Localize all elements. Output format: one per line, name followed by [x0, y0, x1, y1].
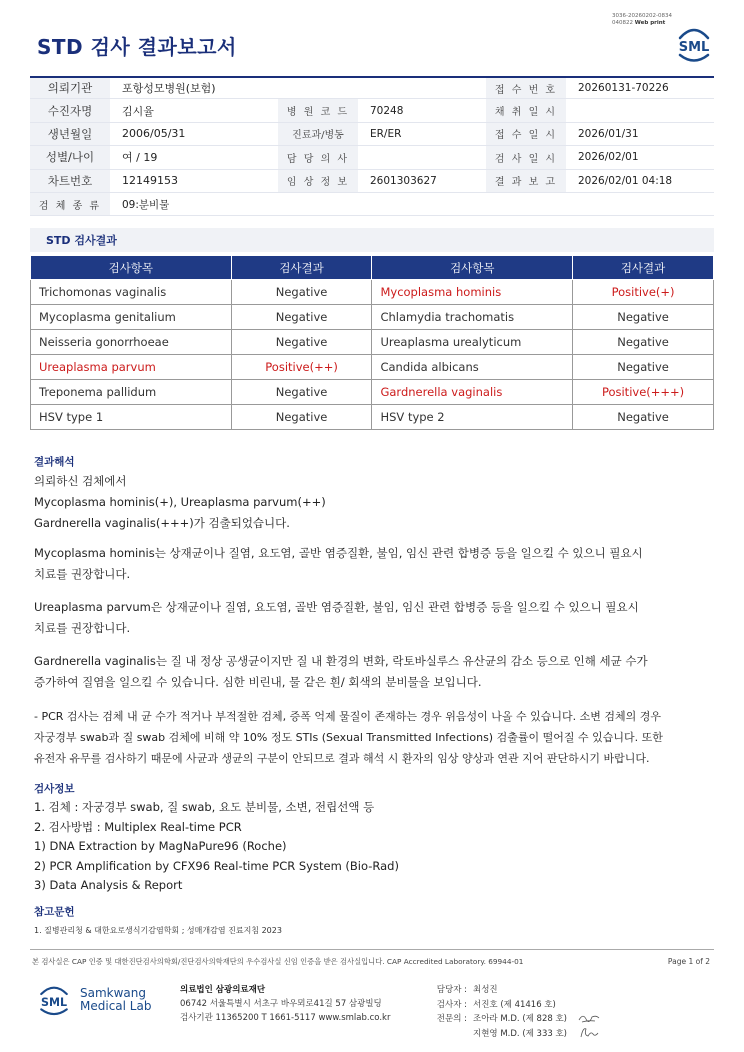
- interpretation-paragraph: [34, 597, 714, 639]
- test-item-name: HSV type 1: [31, 405, 232, 430]
- intro-line: Mycoplasma hominis(+), Ureaplasma parvum(++): [34, 495, 326, 509]
- paragraph-line: 치료를 권장합니다.: [34, 621, 131, 635]
- test-info-title: 검사정보: [34, 783, 75, 795]
- staff-name: 서진호 (제 41416 호): [473, 999, 556, 1010]
- reference-line: 1. 질병관리청 & 대한요로생식기감염학회 ; 성매개감염 진료지침 2023: [34, 926, 282, 935]
- info-label: 생년월일: [30, 123, 110, 145]
- results-section-title: STD 검사결과: [30, 228, 714, 252]
- organization-info: [180, 983, 390, 1025]
- print-code: [612, 13, 672, 27]
- interpretation-paragraph: [34, 651, 714, 693]
- specimen-row: [30, 193, 714, 216]
- info-label: 접 수 번 호: [486, 78, 566, 98]
- paragraph-line: 유전자 유무를 검사하기 때문에 사균과 생균의 구분이 안되므로 결과 해석 시 환자의 임상 양상과 연관 지어 판단하시기 바랍니다.: [34, 752, 650, 765]
- patient-info-table: [30, 76, 714, 216]
- info-value: [358, 78, 486, 98]
- header-test-result: 검사결과: [231, 256, 372, 280]
- paragraph-line: Ureaplasma parvum은 상재균이나 질염, 요도염, 골반 염증질환, 불임, 임신 관련 합병증 등을 일으킬 수 있으니 필요시: [34, 600, 639, 614]
- result-row: [31, 405, 714, 430]
- print-code-mode: Web print: [634, 20, 666, 26]
- test-result: Negative: [231, 405, 372, 430]
- result-row: [31, 355, 714, 380]
- staff-name: 최성진: [473, 985, 498, 995]
- org-address: 06742 서울특별시 서초구 바우뫼로41길 57 삼광빌딩: [180, 999, 382, 1009]
- svg-text:SML: SML: [678, 40, 710, 55]
- test-item-name: Mycoplasma genitalium: [31, 305, 232, 330]
- test-item-name: Candida albicans: [372, 355, 573, 380]
- info-value: 70248: [370, 104, 404, 117]
- info-value: 2006/05/31: [122, 127, 186, 141]
- test-result: Negative: [573, 330, 714, 355]
- signature-image: [578, 1011, 600, 1025]
- info-row: [30, 76, 714, 99]
- info-value: 12149153: [122, 174, 178, 188]
- info-label: 진료과/병동: [278, 123, 358, 145]
- info-label: 수진자명: [30, 99, 110, 121]
- test-result: Positive(+): [573, 280, 714, 305]
- interpretation-paragraph: [34, 543, 714, 585]
- specimen-label: 검 체 종 류: [30, 193, 110, 215]
- header-test-item: 검사항목: [31, 256, 232, 280]
- test-result: Negative: [231, 305, 372, 330]
- test-info-line: 2. 검사방법 : Multiplex Real-time PCR: [34, 819, 242, 834]
- accreditation-note: 본 검사실은 CAP 인증 및 대한진단검사의학회/진단검사의학재단의 우수검사실 신임 인증을 받은 검사실입니다. CAP Accredited Laboratory. 69944-01: [32, 957, 524, 966]
- info-value: 2026/01/31: [578, 127, 639, 140]
- test-result: Negative: [231, 280, 372, 305]
- info-value: 여 / 19: [122, 151, 158, 165]
- page-number: Page 1 of 2: [667, 957, 710, 966]
- brand-line: Samkwang: [80, 986, 146, 1000]
- test-result: Positive(+++): [573, 380, 714, 405]
- result-row: [31, 305, 714, 330]
- staff-info: [427, 983, 567, 1041]
- test-result: Negative: [573, 305, 714, 330]
- info-row: [30, 123, 714, 146]
- header-test-result: 검사결과: [573, 256, 714, 280]
- staff-role: 담당자 :: [436, 985, 467, 995]
- test-info-list: [34, 798, 714, 896]
- test-item-name: Trichomonas vaginalis: [31, 280, 232, 305]
- paragraph-line: - PCR 검사는 검체 내 균 수가 적거나 부적절한 검체, 증폭 억제 물질이 존재하는 경우 위음성이 나올 수 있습니다. 소변 검체의 경우: [34, 710, 662, 723]
- test-result: Positive(++): [231, 355, 372, 380]
- test-info-line: 1) DNA Extraction by MagNaPure96 (Roche): [34, 839, 287, 854]
- test-item-name: Treponema pallidum: [31, 380, 232, 405]
- info-label: 결 과 보 고: [486, 170, 566, 192]
- references-title: 참고문헌: [34, 906, 75, 918]
- staff-role: [427, 1027, 467, 1042]
- test-item-name: Mycoplasma hominis: [372, 280, 573, 305]
- pcr-caution-paragraph: [34, 706, 714, 769]
- test-result: Negative: [231, 380, 372, 405]
- info-value: 2601303627: [370, 174, 437, 187]
- info-label: 담 당 의 사: [278, 146, 358, 168]
- info-label: 병 원 코 드: [278, 99, 358, 121]
- test-item-name: Ureaplasma parvum: [31, 355, 232, 380]
- info-value: [358, 146, 486, 168]
- print-code-line1: 3036-20260202-0834: [612, 13, 672, 19]
- header-test-item: 검사항목: [372, 256, 573, 280]
- org-name: 의료법인 삼광의료재단: [180, 985, 266, 995]
- paragraph-line: Gardnerella vaginalis는 질 내 정상 공생균이지만 질 내 환경의 변화, 락토바실루스 유산균의 감소 등으로 인해 세균 수가: [34, 654, 648, 668]
- intro-line: 의뢰하신 검체에서: [34, 474, 127, 488]
- info-row: [30, 146, 714, 169]
- info-value: 20260131-70226: [578, 82, 669, 95]
- info-label: 임 상 정 보: [278, 170, 358, 192]
- brand-line: Medical Lab: [80, 999, 152, 1013]
- sml-logo-icon: [36, 983, 72, 1017]
- info-row: [30, 99, 714, 122]
- staff-role: 검사자 :: [436, 999, 467, 1010]
- info-value: 포항성모병원(보험): [122, 82, 216, 96]
- test-item-name: Neisseria gonorrhoeae: [31, 330, 232, 355]
- paragraph-line: 자궁경부 swab과 질 swab 검체에 비해 약 10% 정도 STIs (Sexual Transmitted Infections) 검출률이 떨어질 수 있습니다. 또한: [34, 731, 663, 744]
- specimen-value: 09:분비물: [122, 198, 170, 211]
- info-label: [278, 78, 358, 98]
- info-value: 김시율: [122, 104, 154, 118]
- info-label: 접 수 일 시: [486, 123, 566, 145]
- footer-divider: [30, 949, 714, 950]
- paragraph-line: 증가하여 질염을 일으킬 수 있습니다. 심한 비린내, 물 같은 흰/ 회색의 분비물을 보입니다.: [34, 675, 482, 689]
- test-info-line: 2) PCR Amplification by CFX96 Real-time PCR System (Bio-Rad): [34, 858, 399, 873]
- results-table: [30, 255, 714, 430]
- sml-logo-icon: [674, 24, 714, 64]
- results-body: [31, 280, 714, 430]
- report-title: STD 검사 결과보고서: [37, 35, 237, 59]
- result-row: [31, 280, 714, 305]
- info-value: 2026/02/01: [578, 151, 639, 164]
- test-info-line: 3) Data Analysis & Report: [34, 878, 183, 893]
- paragraph-line: Mycoplasma hominis는 상재균이나 질염, 요도염, 골반 염증질환, 불임, 임신 관련 합병증 등을 일으킬 수 있으니 필요시: [34, 546, 643, 560]
- info-value: ER/ER: [370, 127, 402, 140]
- test-result: Negative: [573, 405, 714, 430]
- test-item-name: HSV type 2: [372, 405, 573, 430]
- signature-image: [578, 1025, 600, 1039]
- info-label: 의뢰기관: [30, 78, 110, 98]
- info-label: 검 사 일 시: [486, 146, 566, 168]
- test-result: Negative: [231, 330, 372, 355]
- test-item-name: Chlamydia trachomatis: [372, 305, 573, 330]
- interpretation-title: 결과해석: [34, 456, 75, 468]
- info-row: [30, 170, 714, 193]
- intro-line: Gardnerella vaginalis(+++)가 검출되었습니다.: [34, 516, 290, 530]
- info-label: 성별/나이: [30, 146, 110, 168]
- test-info-line: 1. 검체 : 자궁경부 swab, 질 swab, 요도 분비물, 소변, 전립선액 등: [34, 800, 375, 814]
- info-value: [566, 99, 714, 121]
- print-code-id: 040822: [612, 20, 634, 26]
- result-row: [31, 380, 714, 405]
- paragraph-line: 치료를 권장합니다.: [34, 567, 131, 581]
- logo-text: SML: [41, 995, 67, 1009]
- footer-logo: [36, 983, 151, 1017]
- info-label: 채 취 일 시: [486, 99, 566, 121]
- staff-role: 전문의 :: [436, 1014, 467, 1024]
- result-row: [31, 330, 714, 355]
- test-result: Negative: [573, 355, 714, 380]
- test-item-name: Ureaplasma urealyticum: [372, 330, 573, 355]
- test-item-name: Gardnerella vaginalis: [372, 380, 573, 405]
- brand-name: [80, 987, 151, 1013]
- results-header-row: [31, 256, 714, 280]
- info-value: 2026/02/01 04:18: [578, 174, 673, 187]
- staff-name: 지현영 M.D. (제 333 호): [473, 1028, 568, 1039]
- info-label: 차트번호: [30, 170, 110, 192]
- interpretation-intro: [34, 471, 714, 534]
- staff-name: 조아라 M.D. (제 828 호): [473, 1014, 568, 1024]
- org-contact: 검사기관 11365200 T 1661-5117 www.smlab.co.kr: [180, 1013, 391, 1023]
